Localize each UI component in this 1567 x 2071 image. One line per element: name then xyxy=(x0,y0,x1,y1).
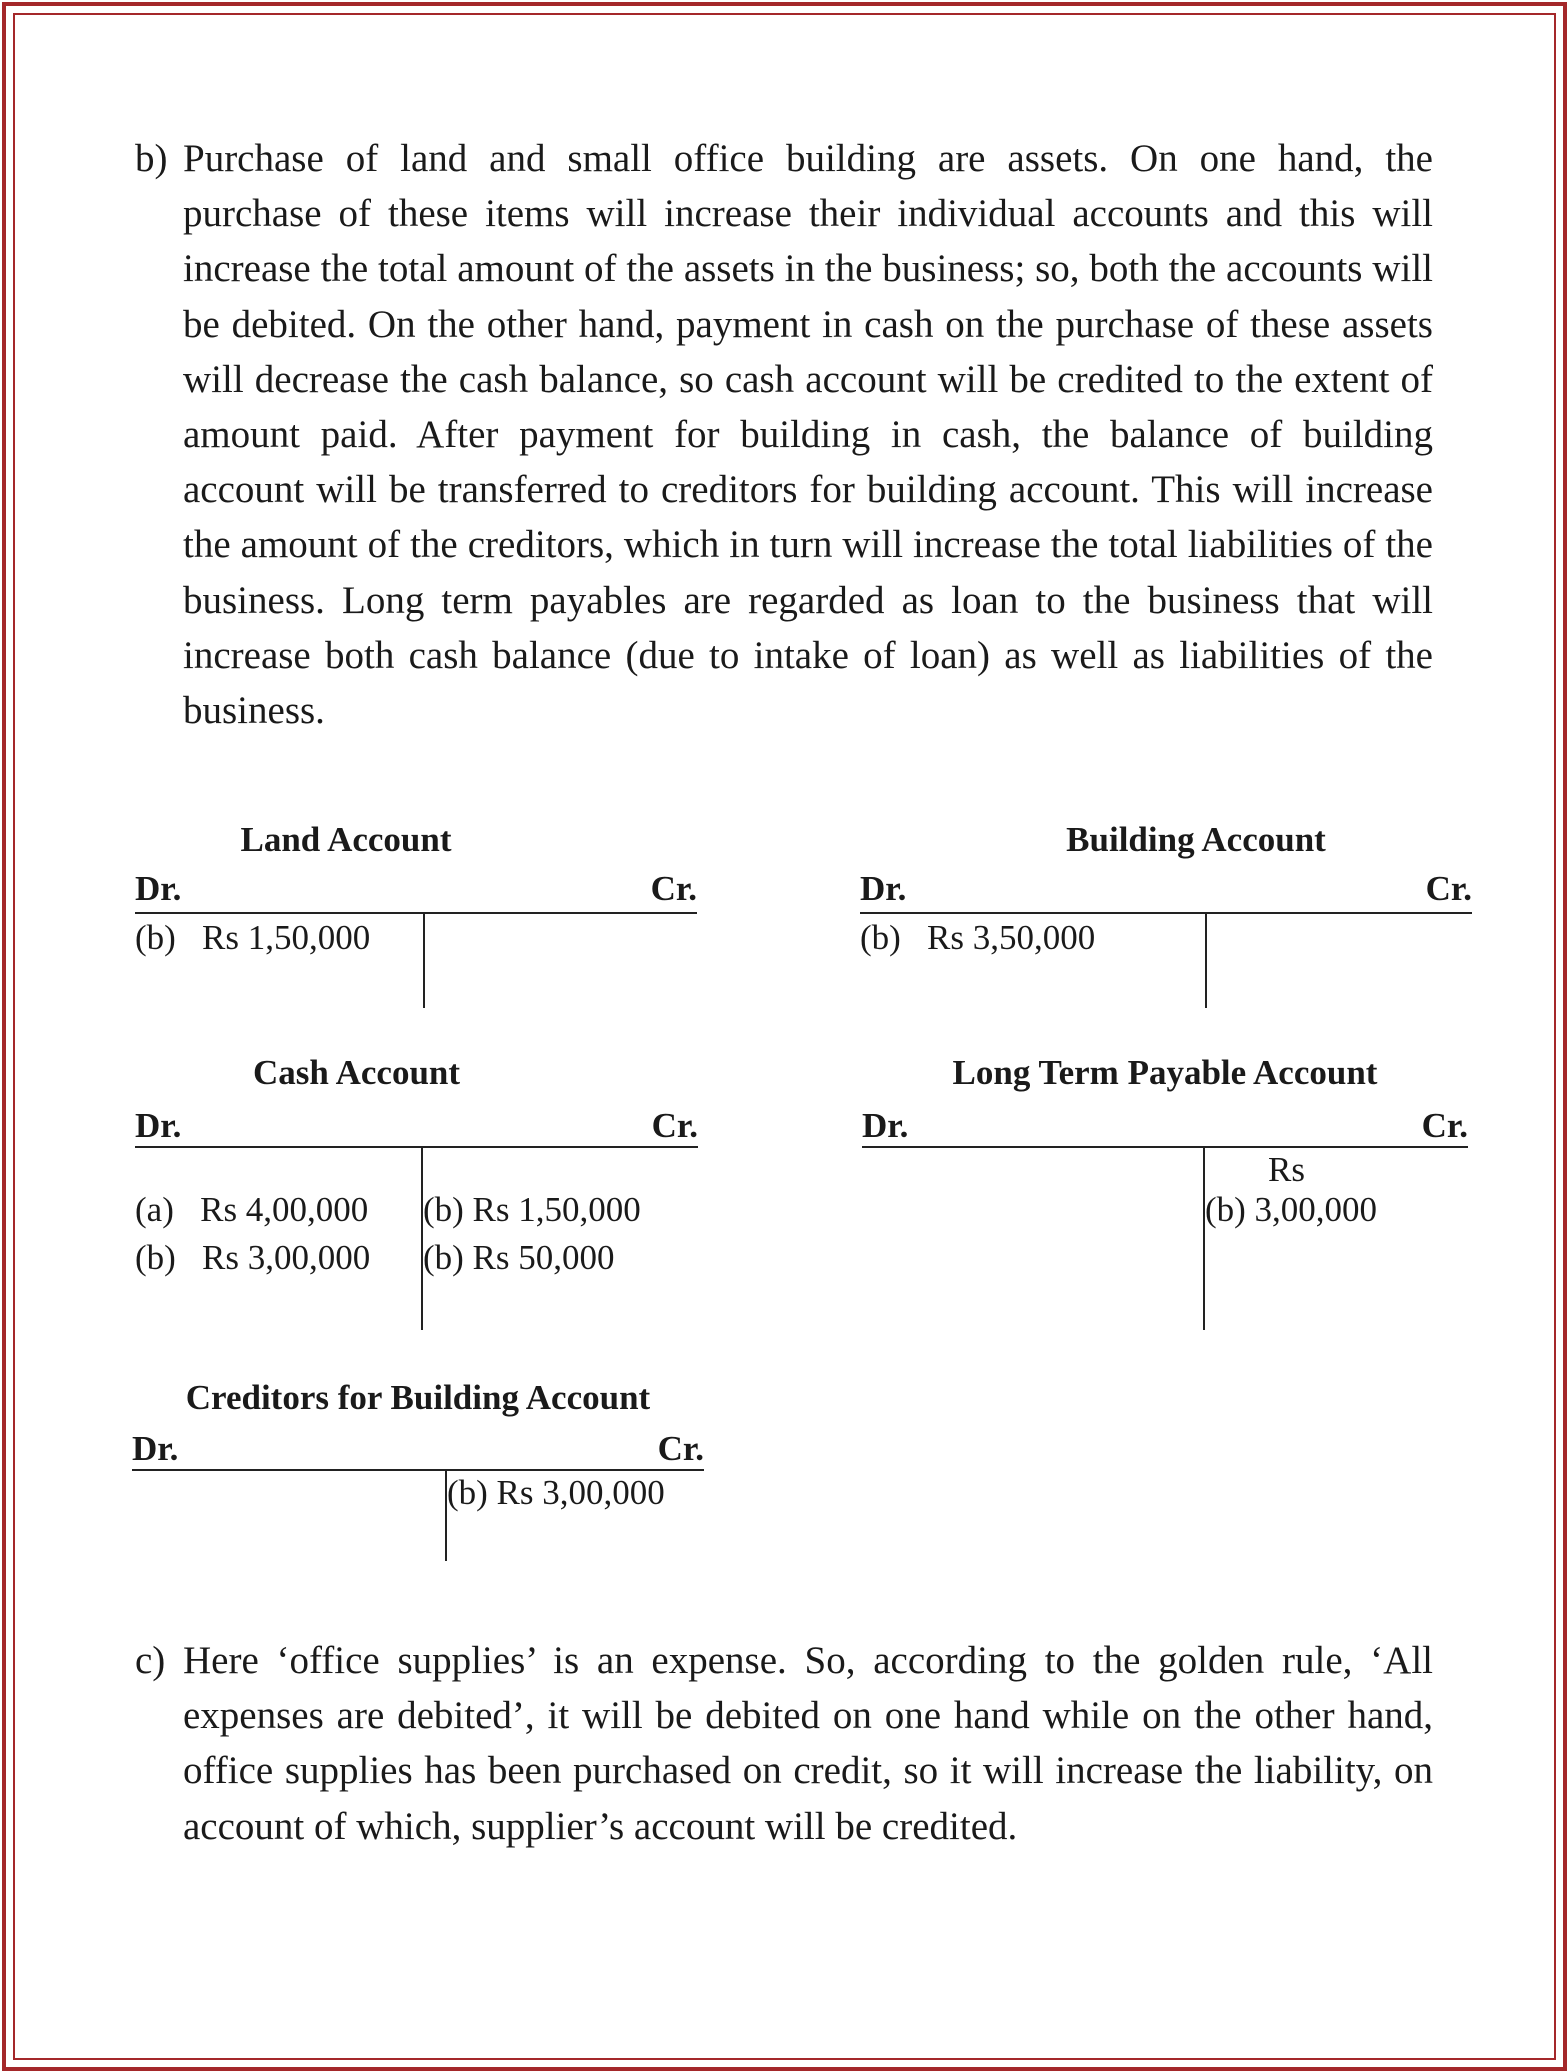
land-account-rule xyxy=(135,912,697,914)
paragraph-b-text: Purchase of land and small office building are assets. On one hand, the purchase of these items will increase their individual accounts and this will increase the total amount of the assets in the business; so, both the accounts will be debited. On the other hand, payment in cash on the purchase of these assets will decrease the cash balance, so cash account will be credited to the extent of amount paid. After payment for building in cash, the balance of building account will be transferred to creditors for building account. This will increase the amount of the creditors, which in turn will increase the total liabilities of the business. Long term payables are regarded as loan to the business that will increase both cash balance (due to intake of loan) as well as liabilities of the business. xyxy=(183,137,1433,733)
cash-account xyxy=(135,1053,698,1333)
building-account-debit-entry: (b) Rs 3,50,000 xyxy=(860,918,1096,957)
building-account-divider xyxy=(1205,912,1207,1008)
paragraph-c-marker: c) xyxy=(135,1639,166,1682)
land-account-divider xyxy=(423,912,425,1008)
long-term-payable-account-title: Long Term Payable Account xyxy=(952,1053,1378,1092)
creditors-for-building-account-cr: Cr. xyxy=(657,1429,704,1468)
creditors-for-building-account xyxy=(132,1378,704,1563)
building-account-dr: Dr. xyxy=(860,869,907,908)
paragraph-c-text: Here ‘office supplies’ is an expense. So, according to the golden rule, ‘All expenses are debited’, it will be debited on one hand while on the other hand, office supplies has been purchased on credit, so it will increase the liability, on account of which, supplier’s account will be credited. xyxy=(183,1639,1433,1848)
building-account-rule xyxy=(860,912,1472,914)
cash-account-rule xyxy=(135,1146,698,1148)
land-account-cr: Cr. xyxy=(650,869,697,908)
creditors-for-building-account-credit-entry: (b) Rs 3,00,000 xyxy=(447,1473,665,1512)
long-term-payable-account-credit-head: Rs xyxy=(1268,1150,1305,1189)
cash-account-debit-entry: (a) Rs 4,00,000 xyxy=(135,1190,369,1229)
cash-account-dr: Dr. xyxy=(135,1106,182,1145)
cash-account-cr: Cr. xyxy=(651,1106,698,1145)
land-account xyxy=(135,820,697,1010)
paragraph-b-marker: b) xyxy=(135,137,168,180)
cash-account-credit-entry: (b) Rs 50,000 xyxy=(423,1238,615,1277)
long-term-payable-account-credit-entry: (b) 3,00,000 xyxy=(1205,1190,1378,1229)
land-account-dr: Dr. xyxy=(135,869,182,908)
land-account-debit-entry: (b) Rs 1,50,000 xyxy=(135,918,371,957)
cash-account-debit-entry: (b) Rs 3,00,000 xyxy=(135,1238,371,1277)
cash-account-title: Cash Account xyxy=(252,1053,461,1092)
creditors-for-building-account-title: Creditors for Building Account xyxy=(185,1378,651,1417)
creditors-for-building-account-rule xyxy=(132,1469,704,1471)
long-term-payable-account-divider xyxy=(1203,1146,1205,1330)
building-account-title: Building Account xyxy=(1066,820,1326,859)
long-term-payable-account-cr: Cr. xyxy=(1421,1106,1468,1145)
building-account-cr: Cr. xyxy=(1425,869,1472,908)
long-term-payable-account-dr: Dr. xyxy=(862,1106,909,1145)
building-account xyxy=(860,820,1472,1010)
long-term-payable-account-rule xyxy=(862,1146,1468,1148)
paragraph-c xyxy=(135,1633,1433,1854)
creditors-for-building-account-dr: Dr. xyxy=(132,1429,179,1468)
land-account-title: Land Account xyxy=(240,820,452,859)
cash-account-credit-entry: (b) Rs 1,50,000 xyxy=(423,1190,641,1229)
long-term-payable-account xyxy=(862,1053,1468,1333)
paragraph-b xyxy=(135,131,1433,738)
